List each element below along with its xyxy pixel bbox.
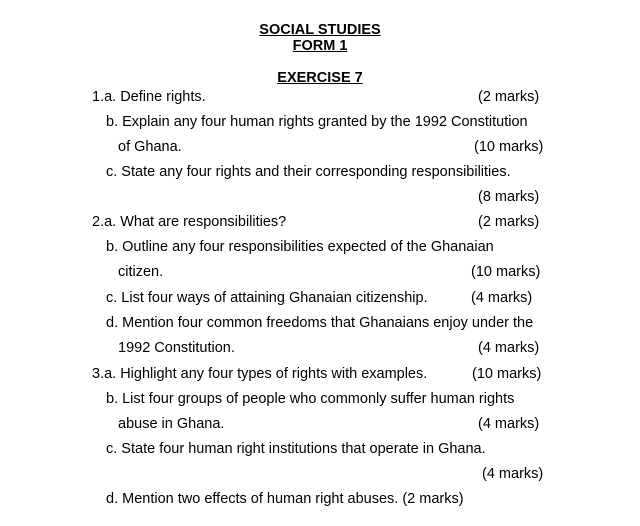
q1b-text-2: of Ghana. bbox=[118, 139, 182, 155]
q2c-marks: (4 marks) bbox=[471, 290, 533, 306]
q2b-text-2: citizen. bbox=[118, 264, 164, 280]
q3c-text: c. State four human right institutions that operate in Ghana. bbox=[106, 441, 486, 457]
q2a-marks: (2 marks) bbox=[478, 214, 540, 230]
q1a-marks: (2 marks) bbox=[478, 89, 540, 105]
q1c-text: c. State any four rights and their corresponding responsibilities. bbox=[106, 164, 511, 180]
q1b-marks: (10 marks) bbox=[474, 139, 544, 155]
q2b-marks: (10 marks) bbox=[471, 264, 541, 280]
q1c-marks: (8 marks) bbox=[478, 189, 540, 205]
q2d-text-1: d. Mention four common freedoms that Ghanaians enjoy under the bbox=[106, 315, 534, 331]
q3d-text: d. Mention two effects of human right abuses. (2 marks) bbox=[106, 491, 464, 507]
q3a-text: 3.a. Highlight any four types of rights with examples. bbox=[92, 366, 428, 382]
q1a-text: 1.a. Define rights. bbox=[92, 89, 206, 105]
q2a-text: 2.a. What are responsibilities? bbox=[92, 214, 287, 230]
q2c-text: c. List four ways of attaining Ghanaian citizenship. bbox=[106, 290, 428, 306]
q3b-text-1: b. List four groups of people who commonly suffer human rights bbox=[106, 391, 515, 407]
subject-title: SOCIAL STUDIES bbox=[259, 22, 381, 38]
q2b-text-1: b. Outline any four responsibilities expected of the Ghanaian bbox=[106, 239, 494, 255]
form-title: FORM 1 bbox=[292, 38, 348, 54]
q2d-text-2: 1992 Constitution. bbox=[118, 340, 235, 356]
exercise-title: EXERCISE 7 bbox=[277, 70, 363, 86]
q3a-marks: (10 marks) bbox=[472, 366, 542, 382]
q1b-text-1: b. Explain any four human rights granted by the 1992 Constitution bbox=[106, 114, 528, 130]
q3c-marks: (4 marks) bbox=[482, 466, 544, 482]
q2d-marks: (4 marks) bbox=[478, 340, 540, 356]
q3b-marks: (4 marks) bbox=[478, 416, 540, 432]
q3b-text-2: abuse in Ghana. bbox=[118, 416, 225, 432]
